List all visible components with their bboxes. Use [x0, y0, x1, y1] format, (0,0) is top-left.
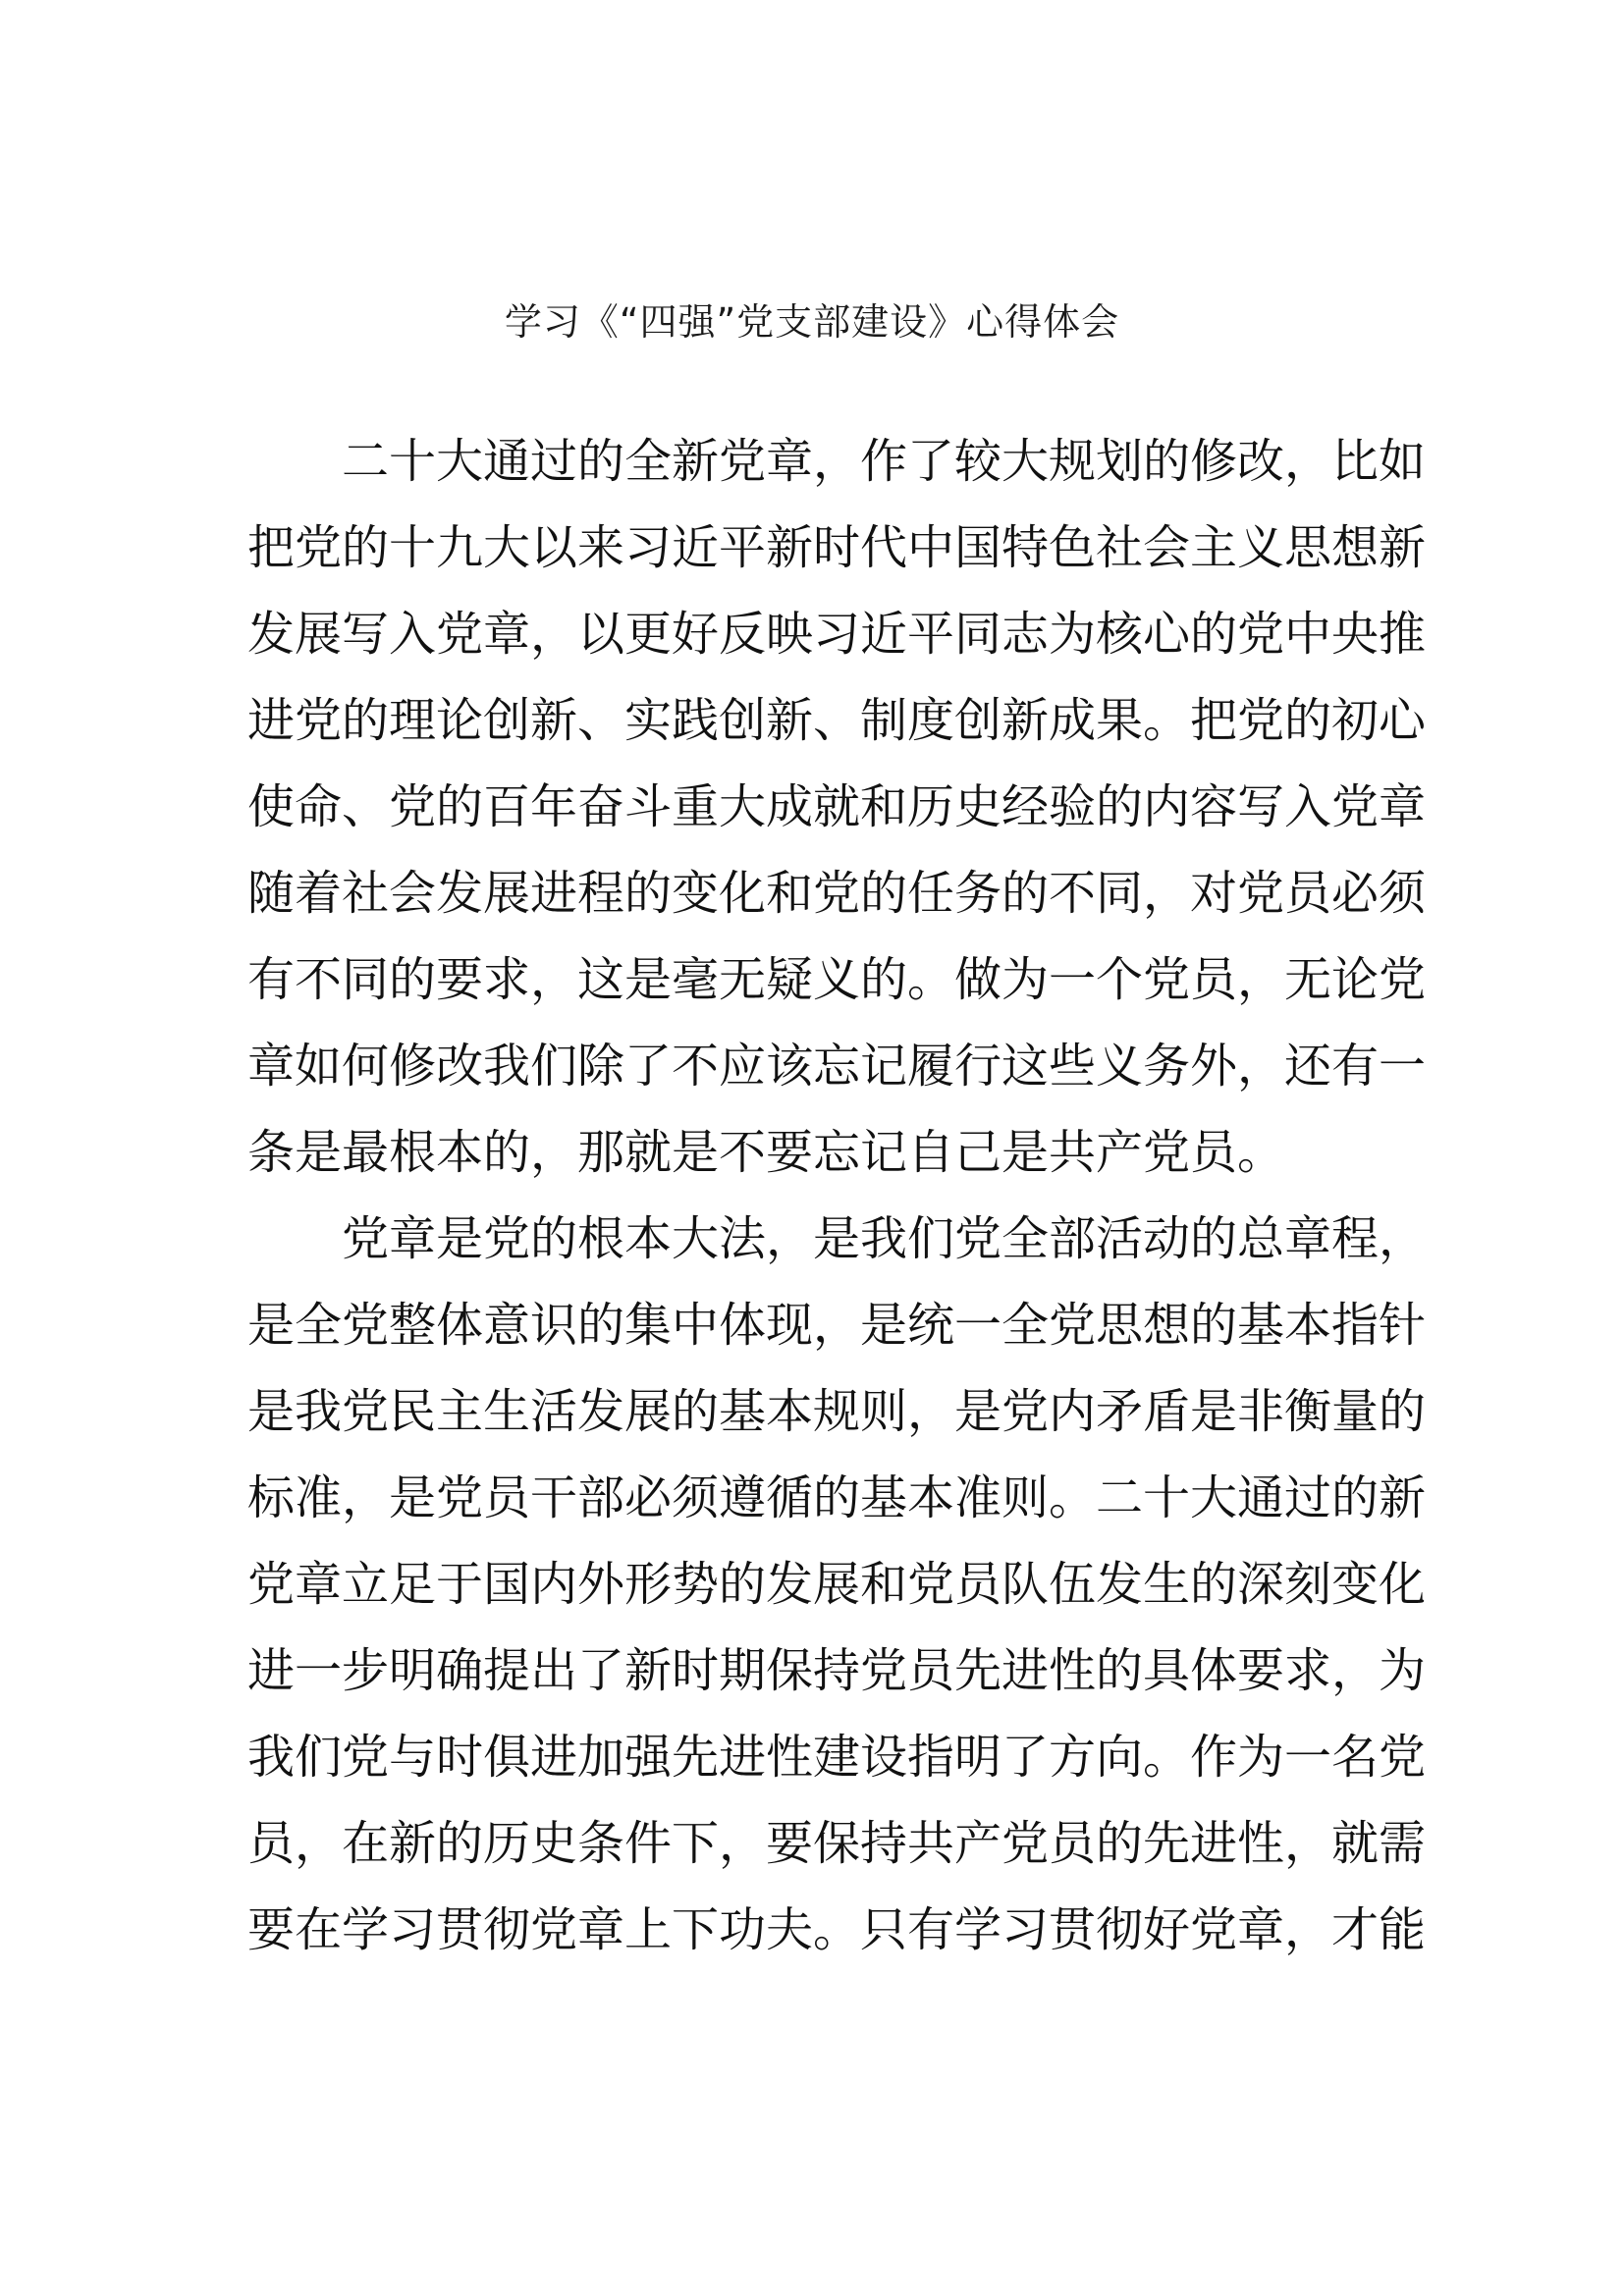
paragraph-line: 进党的理论创新、实践创新、制度创新成果。把党的初心: [247, 693, 1427, 748]
paragraph-line: 要在学习贯彻党章上下功夫。只有学习贯彻好党章，才能: [247, 1902, 1427, 1957]
paragraph-2: [247, 1196, 1427, 1973]
paragraph-line: 是全党整体意识的集中体现，是统一全党思想的基本指针: [247, 1298, 1427, 1353]
paragraph-1: [247, 418, 1427, 1196]
paragraph-line: 发展写入党章，以更好反映习近平同志为核心的党中央推: [247, 607, 1427, 662]
paragraph-line: 随着社会发展进程的变化和党的任务的不同，对党员必须: [247, 866, 1427, 921]
paragraph-line: 员，在新的历史条件下，要保持共产党员的先进性，就需: [247, 1816, 1427, 1871]
paragraph-line: 把党的十九大以来习近平新时代中国特色社会主义思想新: [247, 520, 1427, 575]
paragraph-line: 有不同的要求，这是毫无疑义的。做为一个党员，无论党: [247, 952, 1427, 1007]
document-body: [247, 418, 1427, 1973]
paragraph-line: 使命、党的百年奋斗重大成就和历史经验的内容写入党章: [247, 779, 1427, 834]
paragraph-line: 条是最根本的，那就是不要忘记自己是共产党员。: [247, 1125, 1285, 1180]
paragraph-line: 章如何修改我们除了不应该忘记履行这些义务外，还有一: [247, 1039, 1427, 1094]
paragraph-line: 进一步明确提出了新时期保持党员先进性的具体要求，为: [247, 1643, 1427, 1698]
paragraph-line: 党章立足于国内外形势的发展和党员队伍发生的深刻变化: [247, 1557, 1427, 1612]
paragraph-line: 标准，是党员干部必须遵循的基本准则。二十大通过的新: [247, 1470, 1427, 1525]
paragraph-line: 二十大通过的全新党章，作了较大规划的修改，比如: [342, 434, 1427, 489]
document-title: 学习《“四强”党支部建设》心得体会: [504, 300, 1120, 344]
paragraph-line: 党章是党的根本大法，是我们党全部活动的总章程，: [342, 1211, 1427, 1266]
paragraph-line: 我们党与时俱进加强先进性建设指明了方向。作为一名党: [247, 1730, 1427, 1785]
paragraph-line: 是我党民主生活发展的基本规则，是党内矛盾是非衡量的: [247, 1384, 1427, 1439]
